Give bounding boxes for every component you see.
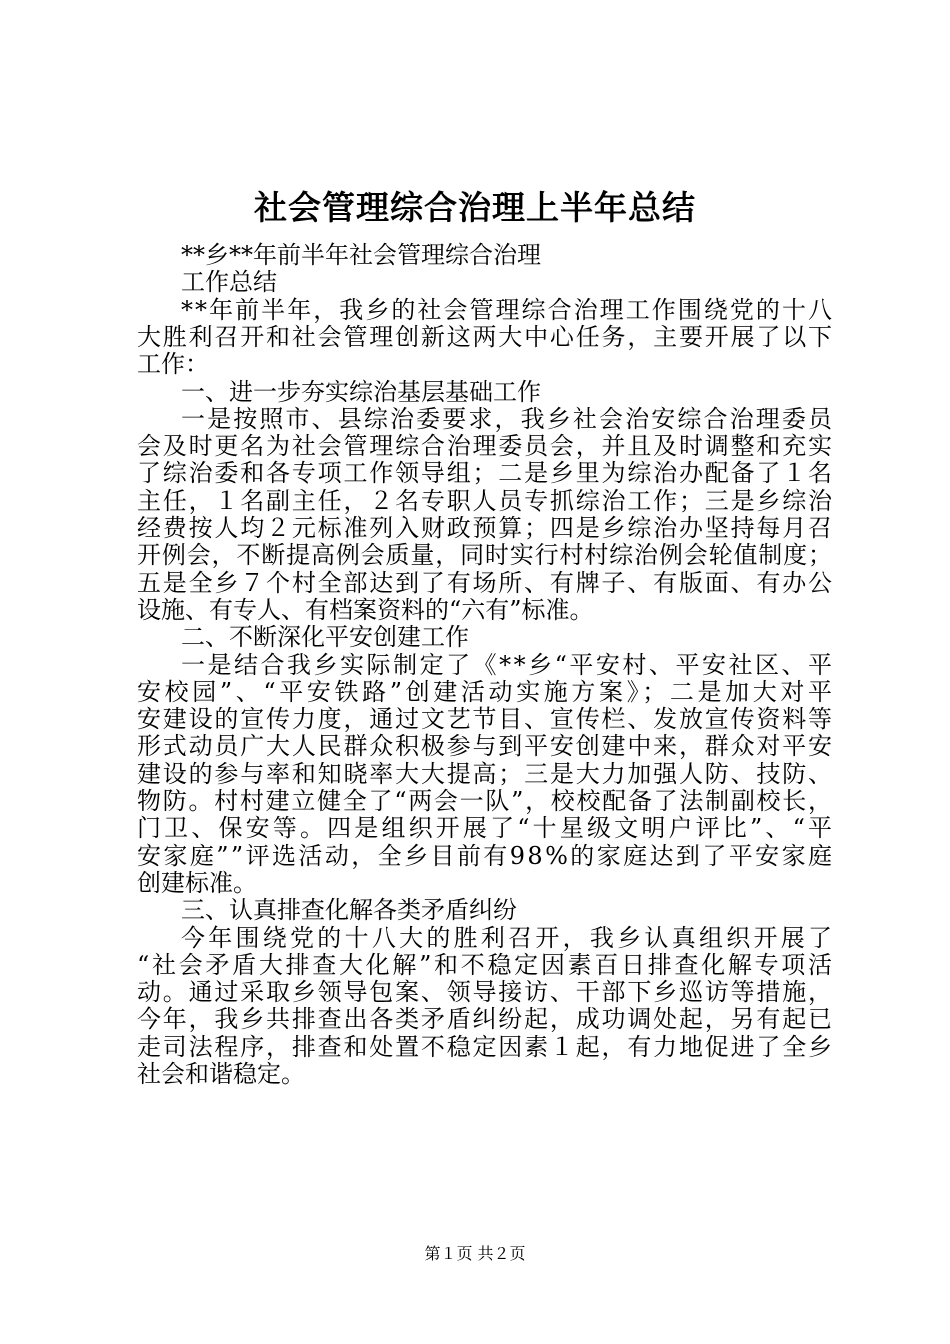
- text-line: [0, 622, 950, 652]
- text-line-content: 今年围绕党的十八大的胜利召开，我乡认真组织开展了: [181, 923, 836, 952]
- text-line: [0, 458, 950, 488]
- text-line-content: 经费按人均２元标准列入财政预算；四是乡综治办坚持每月召: [137, 514, 834, 542]
- text-line-content: 门卫、保安等。四是组织开展了“十星级文明户评比”、“平: [137, 814, 836, 843]
- text-line-content: 走司法程序，排查和处置不稳定因素１起，有力地促进了全乡: [137, 1032, 834, 1061]
- text-line: [0, 868, 950, 898]
- text-line: [0, 731, 950, 761]
- text-line: [0, 486, 950, 516]
- text-line: [0, 977, 950, 1007]
- text-line-content: 动。通过采取乡领导包案、领导接访、干部下乡巡访等措施，: [137, 978, 834, 1007]
- text-line-content: 一、进一步夯实综治基层基础工作: [181, 377, 541, 406]
- text-line: [0, 1032, 950, 1062]
- text-line-content: 开例会，不断提高例会质量，同时实行村村综治例会轮值制度；: [137, 541, 833, 570]
- text-line-content: 了综治委和各专项工作领导组；二是乡里为综治办配备了１名: [137, 459, 834, 488]
- text-line: [0, 950, 950, 980]
- text-line: [0, 1004, 950, 1034]
- text-line: [0, 568, 950, 598]
- text-line: [0, 704, 950, 734]
- text-line-content: 大胜利召开和社会管理创新这两大中心任务，主要开展了以下: [137, 322, 834, 351]
- text-line: [0, 295, 950, 325]
- text-line: [0, 650, 950, 680]
- text-line: [0, 322, 950, 352]
- text-line: [0, 431, 950, 461]
- text-line-content: 工作总结: [181, 268, 277, 297]
- text-line: [0, 540, 950, 570]
- text-line: [0, 677, 950, 707]
- text-line: [0, 813, 950, 843]
- text-line: [0, 923, 950, 953]
- text-line-content: 物防。村村建立健全了“两会一队”，校校配备了法制副校长，: [137, 787, 834, 815]
- text-line-content: 一是结合我乡实际制定了《**乡“平安村、平安社区、平: [181, 650, 835, 679]
- text-line-content: 工作：: [137, 350, 209, 379]
- text-line: [0, 240, 950, 270]
- text-line-content: 设施、有专人、有档案资料的“六有”标准。: [137, 595, 594, 624]
- text-line: [0, 1059, 950, 1089]
- text-line-content: **年前半年，我乡的社会管理综合治理工作围绕党的十八: [181, 295, 835, 324]
- text-line: [0, 349, 950, 379]
- text-line-content: 三、认真排查化解各类矛盾纠纷: [181, 896, 517, 925]
- text-line: [0, 595, 950, 625]
- text-line-content: “社会矛盾大排查大化解”和不稳定因素百日排查化解专项活: [137, 950, 835, 979]
- text-line-content: 形式动员广大人民群众积极参与到平安创建中来，群众对平安: [137, 732, 834, 761]
- text-line-content: 建设的参与率和知晓率大大提高；三是大力加强人防、技防、: [137, 759, 834, 788]
- text-line-content: 今年，我乡共排查出各类矛盾纠纷起，成功调处起，另有起已: [137, 1005, 834, 1034]
- text-line-content: 会及时更名为社会管理综合治理委员会，并且及时调整和充实: [137, 432, 834, 461]
- text-line-content: 主任，１名副主任，２名专职人员专抓综治工作；三是乡综治: [137, 486, 834, 515]
- text-line-content: 安校园”、“平安铁路”创建活动实施方案》；二是加大对平: [137, 677, 836, 706]
- text-line: [0, 267, 950, 297]
- text-line-content: 安建设的宣传力度，通过文艺节目、宣传栏、发放宣传资料等: [137, 705, 834, 734]
- text-line: [0, 895, 950, 925]
- text-line: [0, 841, 950, 871]
- text-line-content: 社会和谐稳定。: [137, 1060, 305, 1088]
- text-line-content: 二、不断深化平安创建工作: [181, 623, 469, 652]
- text-line-content: 一是按照市、县综治委要求，我乡社会治安综合治理委员: [181, 404, 835, 433]
- text-line-content: **乡**年前半年社会管理综合治理: [181, 241, 541, 269]
- page-footer: 第１页 共２页: [424, 1244, 526, 1263]
- text-line: [0, 759, 950, 789]
- text-line-content: 五是全乡７个村全部达到了有场所、有牌子、有版面、有办公: [137, 568, 834, 597]
- document-title: 社会管理综合治理上半年总结: [254, 188, 696, 227]
- text-line: [0, 513, 950, 543]
- text-line: [0, 404, 950, 434]
- text-line-content: 创建标准。: [137, 868, 257, 897]
- text-line-content: 安家庭””评选活动，全乡目前有98%的家庭达到了平安家庭: [137, 841, 835, 870]
- text-line: [0, 377, 950, 407]
- text-line: [0, 786, 950, 816]
